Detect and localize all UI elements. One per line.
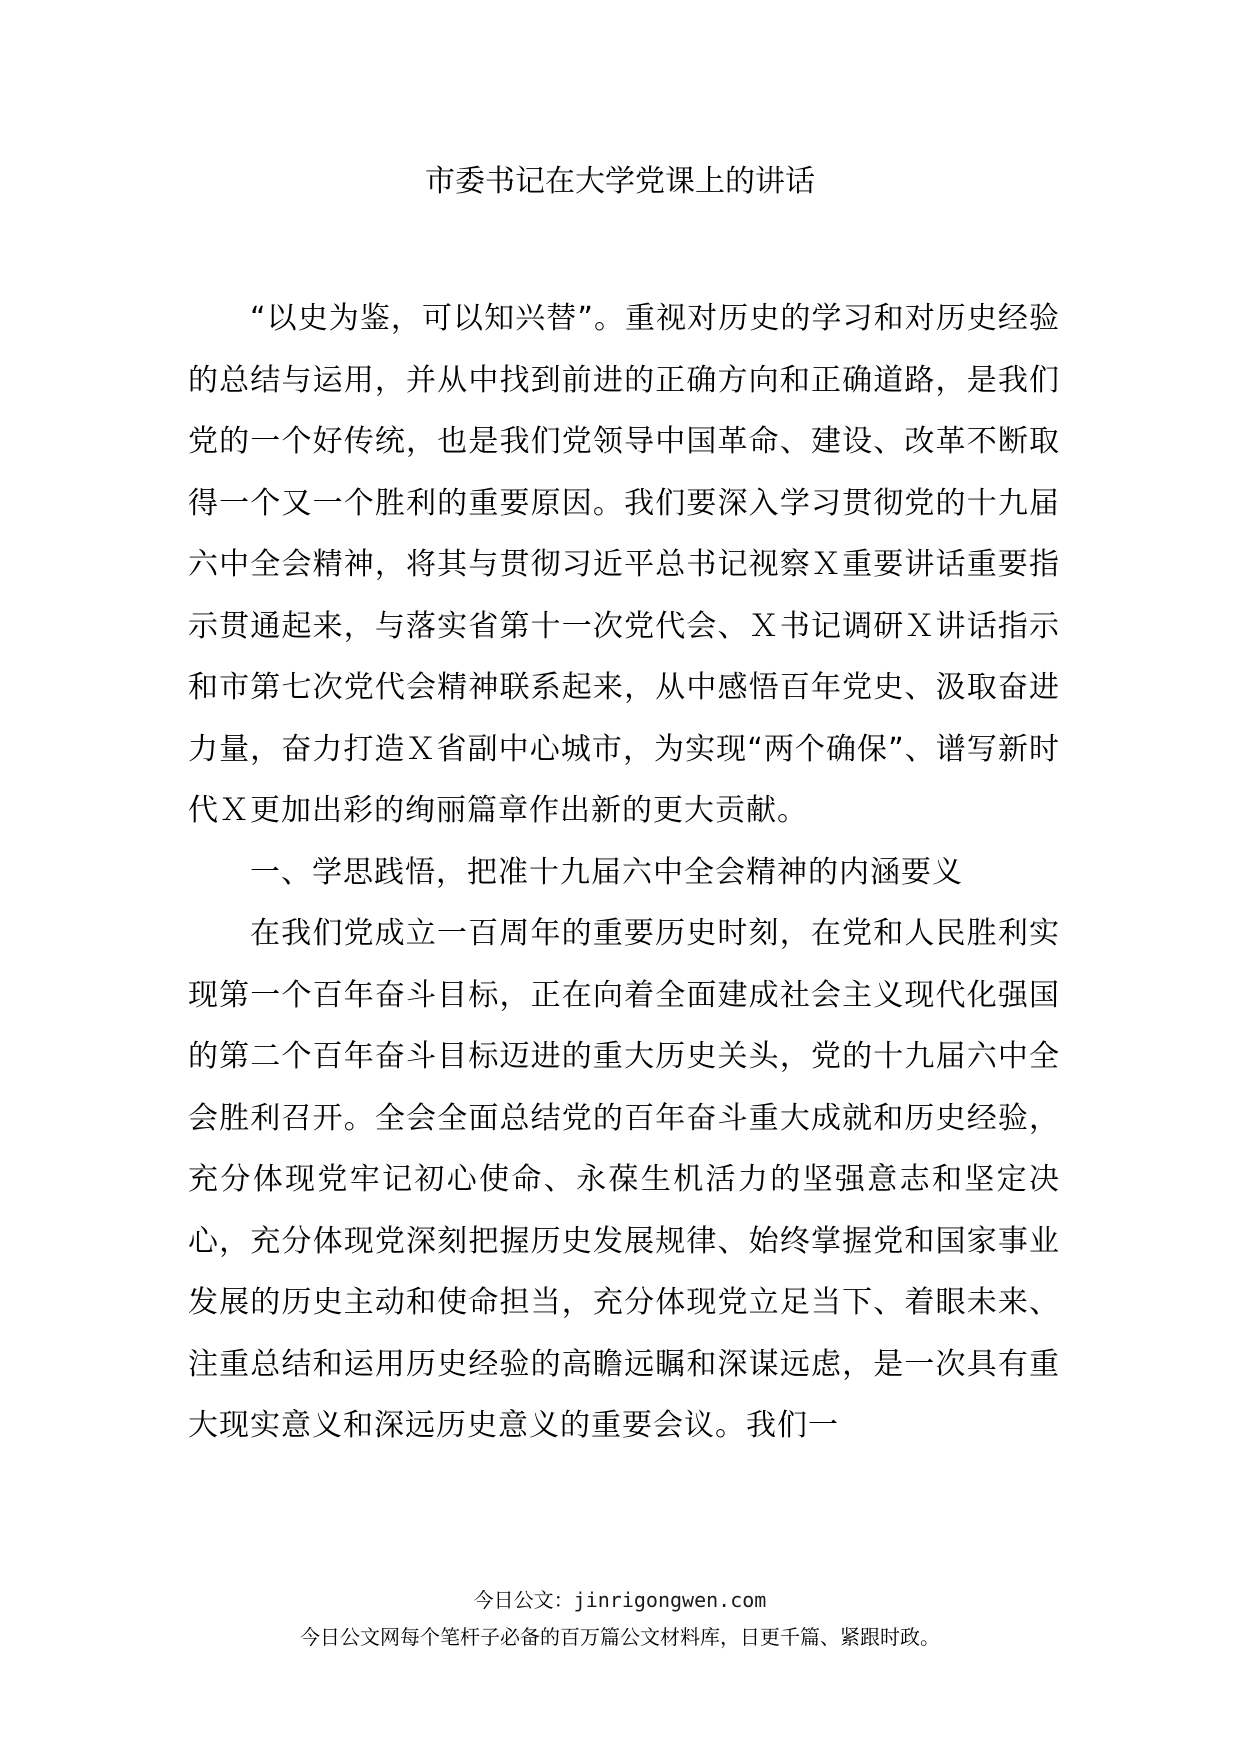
document-title: 市委书记在大学党课上的讲话 <box>425 164 815 199</box>
footer-source <box>0 1586 1240 1614</box>
page-footer <box>0 1586 1240 1652</box>
footer-site-link[interactable]: jinrigongwen.com <box>573 1588 767 1612</box>
section-heading-1: 一、学思践悟，把准十九届六中全会精神的内涵要义 <box>250 854 963 890</box>
paragraph-section-1: 在我们党成立一百周年的重要历史时刻，在党和人民胜利实现第一个百年奋斗目标，正在向着全面建成社会主义现代化强国的第二个百年奋斗目标迈进的重大历史关头，党的十九届六中全会胜利召开。全会全面总结党的百年奋斗重大成就和历史经验，充分体现党牢记初心使命、永葆生机活力的坚强意志和坚定决心，充分体现党深刻把握历史发展规律、始终掌握党和国家事业发展的历史主动和使命担当，充分体现党立足当下、着眼未来、注重总结和运用历史经验的高瞻远瞩和深谋远虑，是一次具有重大现实意义和深远历史意义的重要会议。我们一 <box>188 916 1060 1443</box>
document-body <box>188 288 1060 1457</box>
footer-source-label: 今日公文： <box>473 1588 574 1612</box>
paragraph-intro: “以史为鉴，可以知兴替”。重视对历史的学习和对历史经验的总结与运用，并从中找到前进的正确方向和正确道路，是我们党的一个好传统，也是我们党领导中国革命、建设、改革不断取得一个又一个胜利的重要原因。我们要深入学习贯彻党的十九届六中全会精神，将其与贯彻习近平总书记视察Ｘ重要讲话重要指示贯通起来，与落实省第十一次党代会、Ｘ书记调研Ｘ讲话指示和市第七次党代会精神联系起来，从中感悟百年党史、汲取奋进力量，奋力打造Ｘ省副中心城市，为实现“两个确保”、谱写新时代Ｘ更加出彩的绚丽篇章作出新的更大贡献。 <box>188 301 1060 828</box>
footer-tagline: 今日公文网每个笔杆子必备的百万篇公文材料库，日更千篇、紧跟时政。 <box>300 1625 940 1649</box>
